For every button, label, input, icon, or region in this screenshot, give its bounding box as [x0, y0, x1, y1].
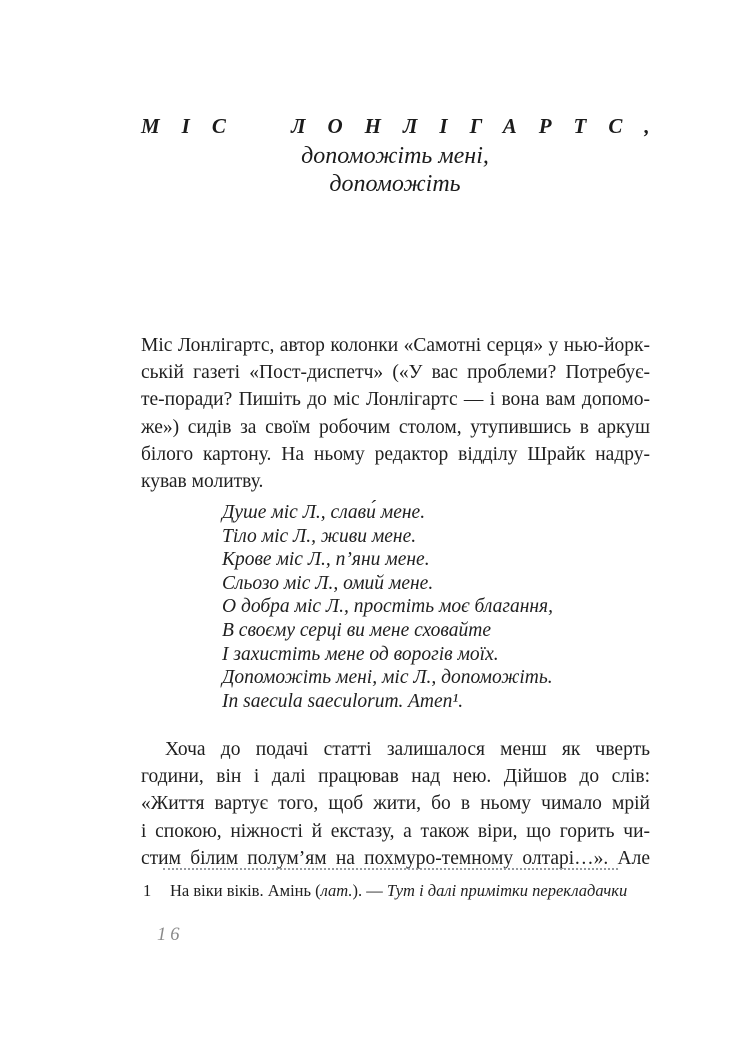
text-line: же») сидів за своїм робочим столом, утупившись в аркуш: [141, 416, 650, 438]
text-line: О добра міс Л., простіть моє благання,: [222, 596, 553, 618]
text-line: Душе міс Л., слави́ мене.: [222, 502, 426, 523]
text-line: і спокою, ніжності й екстазу, а також віри, що горить чи-: [141, 820, 650, 842]
text-line: Сльозо міс Л., омий мене.: [222, 572, 434, 594]
text-line: ській газеті «Пост-диспетч» («У вас проблеми? Потребує-: [141, 362, 650, 384]
text-line: допоможіть: [329, 171, 461, 197]
text-line: Крове міс Л., п’яни мене.: [222, 549, 430, 571]
chapter-subtitle: [140, 142, 650, 198]
body-paragraph-2: [141, 736, 650, 872]
text-line: Міс Лонлігартс, автор колонки «Самотні серця» у нью-йорк-: [141, 335, 650, 356]
text-line: І захистіть мене од ворогів моїх.: [222, 643, 499, 665]
text-line: Хоча до подачі статті залишалося менш як чверть: [165, 739, 650, 760]
text-line: білого картону. На ньому редактор відділу Шрайк надру-: [141, 443, 650, 465]
chapter-title: МІС ЛОНЛІГАРТС,: [141, 114, 672, 139]
text-line: стим білим полум’ям на похмуро-темному олтарі…». Але: [141, 847, 650, 869]
text-line: «Життя вартує того, щоб жити, бо в ньому чимало мрій: [141, 793, 650, 815]
text-line: години, він і далі працював над нею. Дійшов до слів:: [141, 766, 650, 788]
footnote-divider: [163, 868, 618, 870]
footnote-text-roman-1: На віки віків. Амінь (: [170, 881, 321, 900]
text-line: допоможіть мені,: [301, 143, 489, 169]
footnote-text: [170, 880, 633, 901]
footnote-text-roman-2: ). —: [352, 881, 387, 900]
text-line: В своєму серці ви мене сховайте: [222, 619, 492, 641]
text-line: Допоможіть мені, міс Л., допоможіть.: [222, 667, 553, 689]
footnote-text-italic-2: Тут і далі примітки перекладачки: [386, 881, 628, 900]
footnote-marker: 1: [143, 881, 152, 900]
text-line: Тіло міс Л., живи мене.: [222, 525, 417, 547]
text-line: In saecula saeculorum. Amen¹.: [222, 690, 464, 712]
page-number: 16: [157, 925, 184, 945]
footnote: [143, 880, 633, 901]
text-line: кував молитву.: [141, 471, 264, 493]
footnote-text-italic-1: лат.: [320, 881, 353, 900]
body-paragraph-1: [141, 332, 650, 495]
text-line: те-поради? Пишіть до міс Лонлігартс — і вона вам допомо-: [141, 389, 650, 411]
prayer-block: [222, 501, 652, 713]
